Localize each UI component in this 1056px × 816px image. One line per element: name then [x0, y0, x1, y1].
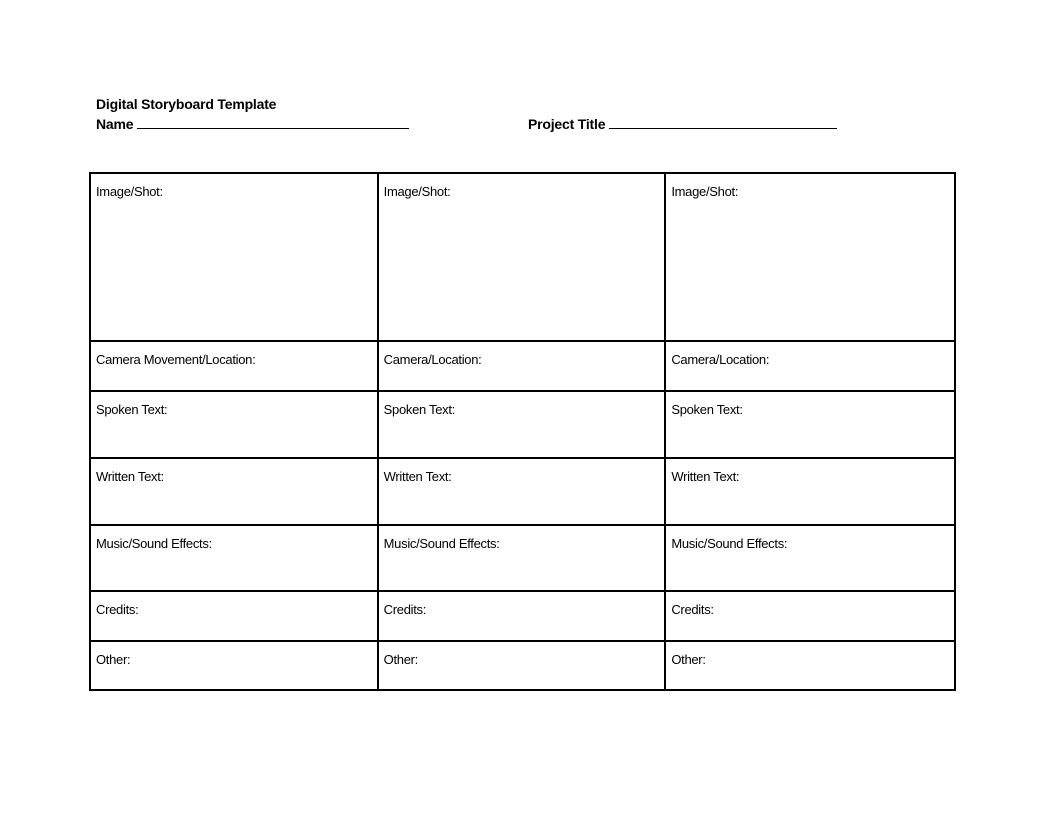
storyboard-cell[interactable]: [91, 174, 379, 342]
storyboard-cell[interactable]: [666, 392, 954, 459]
project-title-field: [528, 115, 837, 133]
cell-label: Spoken Text:: [671, 402, 743, 417]
storyboard-cell[interactable]: [379, 174, 667, 342]
storyboard-cell[interactable]: [91, 392, 379, 459]
project-title-blank-line[interactable]: [609, 115, 837, 129]
cell-label: Written Text:: [383, 469, 452, 484]
storyboard-cell[interactable]: [379, 642, 667, 689]
storyboard-cell[interactable]: [666, 342, 954, 392]
storyboard-cell[interactable]: [91, 459, 379, 526]
cell-label: Written Text:: [671, 469, 740, 484]
document-title: Digital Storyboard Template: [96, 96, 277, 112]
storyboard-cell[interactable]: [91, 342, 379, 392]
cell-label: Image/Shot:: [671, 184, 739, 199]
name-field: [96, 115, 409, 133]
cell-label: Camera/Location:: [383, 352, 482, 367]
project-title-label: Project Title: [528, 116, 606, 132]
cell-label: Camera Movement/Location:: [96, 352, 256, 367]
storyboard-cell[interactable]: [91, 526, 379, 592]
cell-label: Image/Shot:: [383, 184, 451, 199]
storyboard-cell[interactable]: [379, 342, 667, 392]
storyboard-cell[interactable]: [91, 592, 379, 642]
cell-label: Credits:: [671, 602, 714, 617]
cell-label: Other:: [96, 652, 131, 667]
cell-label: Credits:: [96, 602, 139, 617]
cell-label: Music/Sound Effects:: [383, 536, 500, 551]
cell-label: Credits:: [383, 602, 427, 617]
storyboard-cell[interactable]: [379, 392, 667, 459]
storyboard-cell[interactable]: [91, 642, 379, 689]
storyboard-cell[interactable]: [379, 592, 667, 642]
cell-label: Image/Shot:: [96, 184, 163, 199]
cell-label: Music/Sound Effects:: [671, 536, 788, 551]
storyboard-cell[interactable]: [379, 526, 667, 592]
cell-label: Music/Sound Effects:: [96, 536, 212, 551]
cell-label: Other:: [383, 652, 418, 667]
storyboard-cell[interactable]: [666, 526, 954, 592]
storyboard-cell[interactable]: [666, 592, 954, 642]
cell-label: Written Text:: [96, 469, 164, 484]
cell-label: Camera/Location:: [671, 352, 770, 367]
cell-label: Spoken Text:: [96, 402, 168, 417]
storyboard-cell[interactable]: [666, 459, 954, 526]
cell-label: Spoken Text:: [383, 402, 455, 417]
storyboard-cell[interactable]: [666, 174, 954, 342]
storyboard-cell[interactable]: [379, 459, 667, 526]
name-label: Name: [96, 116, 134, 132]
storyboard-grid: [89, 172, 956, 691]
storyboard-cell[interactable]: [666, 642, 954, 689]
cell-label: Other:: [671, 652, 706, 667]
name-blank-line[interactable]: [137, 115, 409, 129]
